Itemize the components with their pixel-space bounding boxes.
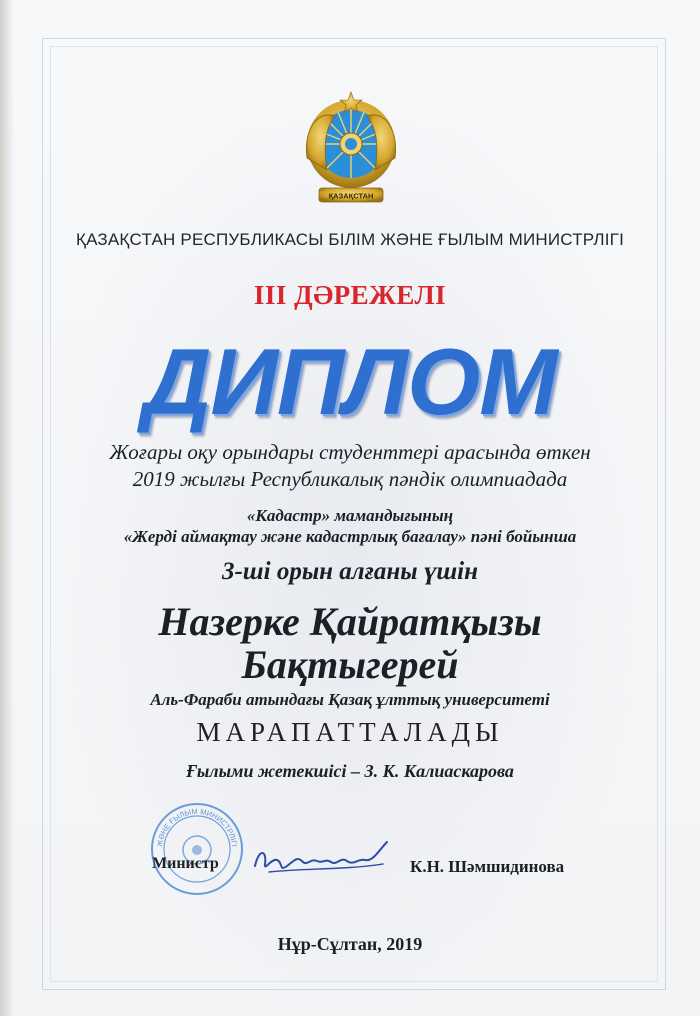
diploma-title: ДИПЛОМ — [143, 329, 557, 434]
svg-text:ҚАЗАҚСТАН: ҚАЗАҚСТАН — [328, 191, 374, 201]
specialty-line: «Кадастр» мамандығының — [246, 506, 454, 525]
supervisor-line: Ғылыми жетекшісі – З. К. Калиаскарова — [186, 761, 514, 781]
svg-text:ЖӘНЕ ҒЫЛЫМ МИНИСТРЛІГІ: ЖӘНЕ ҒЫЛЫМ МИНИСТРЛІГІ — [154, 806, 239, 848]
recipient-name-line-1: Назерке Қайратқызы — [158, 599, 542, 644]
description-line-2: 2019 жылғы Республикалық пәндік олимпиадада — [132, 467, 568, 491]
place-and-year: Нұр-Сұлтан, 2019 — [277, 934, 423, 954]
subject-line: «Жерді аймақтау және кадастрлық бағалау» пәні бойынша — [123, 527, 577, 546]
ministry-heading: ҚАЗАҚСТАН РЕСПУБЛИКАСЫ БІЛІМ ЖӘНЕ ҒЫЛЫМ МИНИСТРЛІГІ — [75, 230, 625, 249]
degree-label: III ДӘРЕЖЕЛІ — [253, 280, 447, 310]
award-word: МАРАПАТТАЛАДЫ — [196, 717, 504, 747]
place-awarded-line: 3-ші орын алғаны үшін — [221, 558, 478, 585]
recipient-name-line-2: Бақтыгерей — [241, 642, 459, 687]
ministry-seal-icon — [148, 800, 246, 898]
minister-label: Министр — [152, 855, 219, 872]
signature-icon — [245, 828, 405, 888]
university-line: Аль-Фараби атындағы Қазақ ұлттық университеті — [150, 690, 550, 709]
minister-name: К.Н. Шәмшидинова — [410, 857, 565, 876]
kazakhstan-emblem-icon — [297, 88, 405, 214]
description-line-1: Жоғары оқу орындары студенттері арасында өткен — [109, 440, 591, 464]
